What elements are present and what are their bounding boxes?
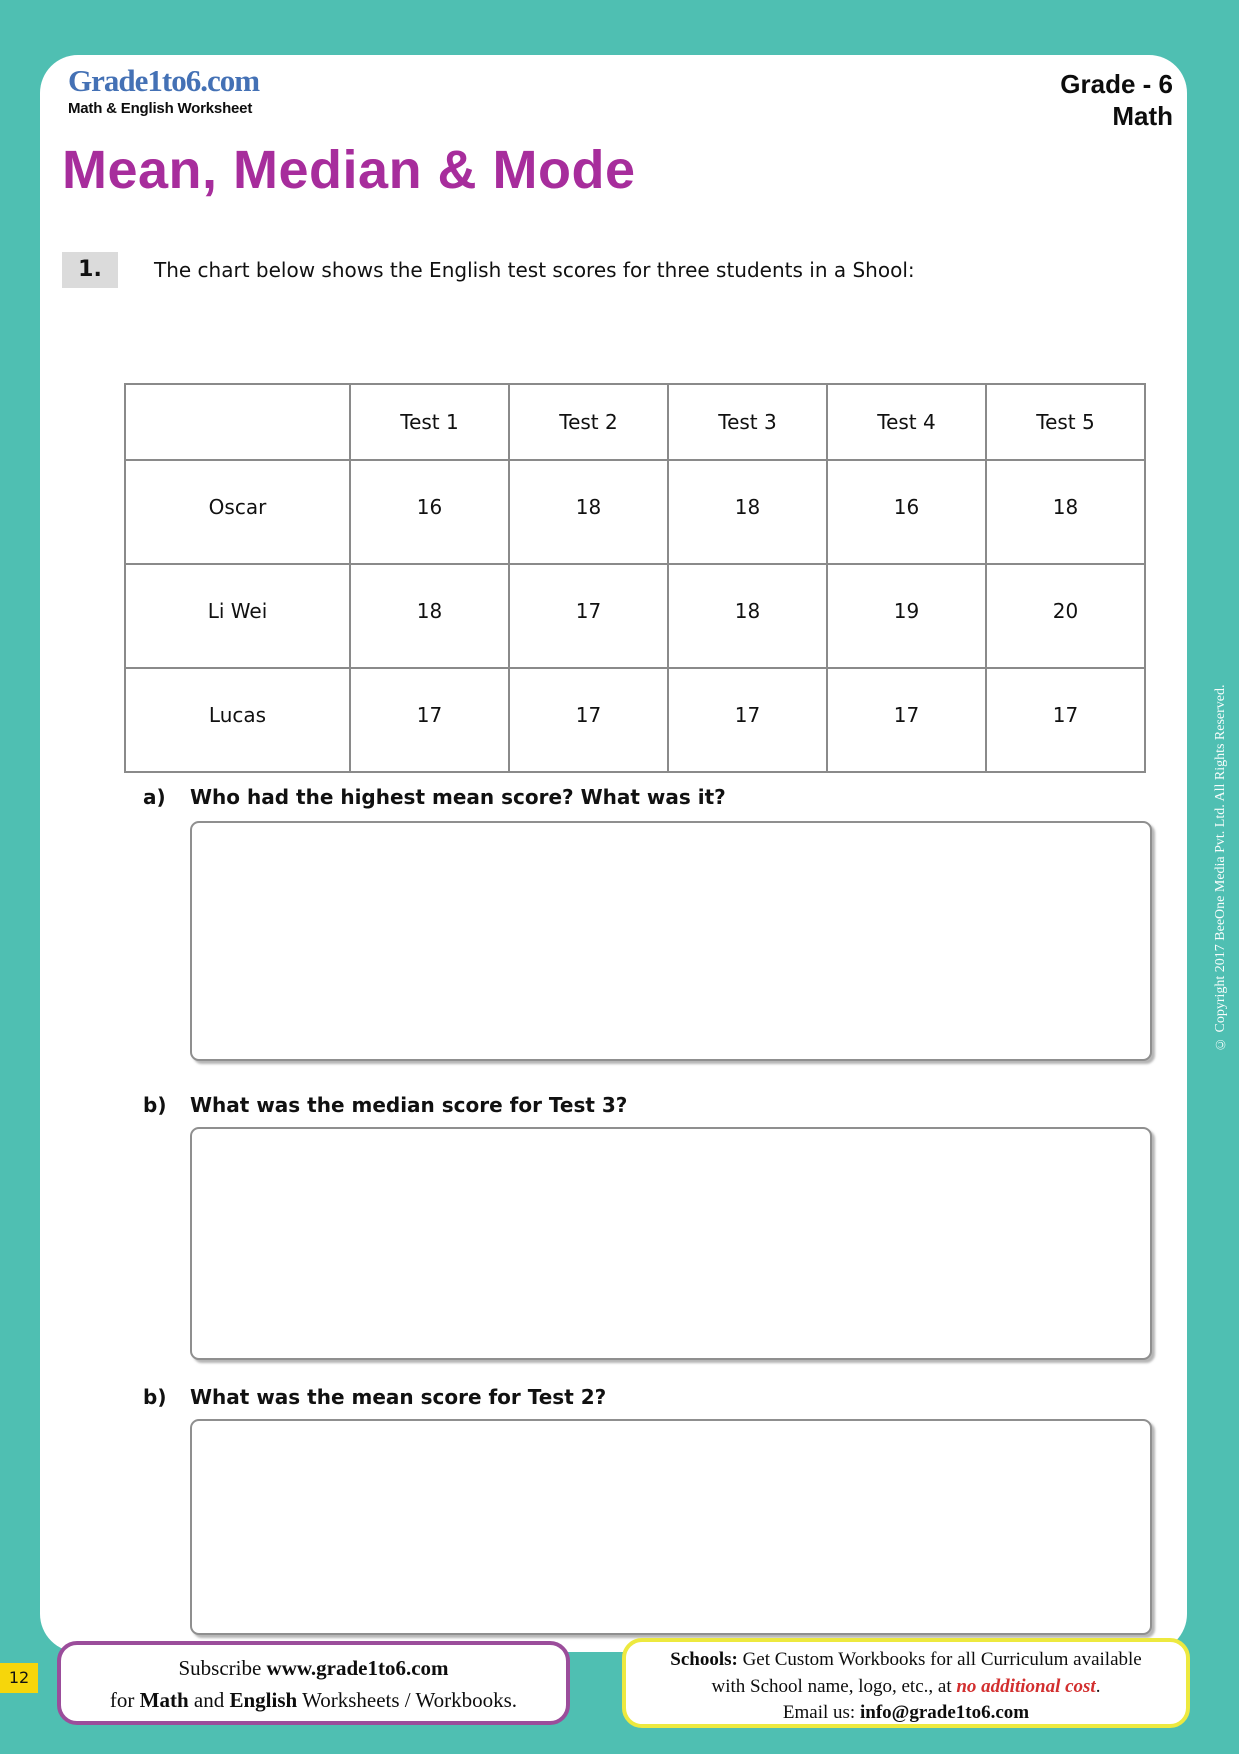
- score-table: [124, 383, 1146, 773]
- sub-question-text: What was the mean score for Test 2?: [190, 1385, 607, 1409]
- answer-box-a[interactable]: [190, 821, 1152, 1061]
- score-cell: 19: [827, 564, 986, 668]
- score-cell: 17: [350, 668, 509, 772]
- subscribe-text: Subscribe: [178, 1656, 267, 1680]
- student-name-cell: Li Wei: [125, 564, 350, 668]
- score-cell: 17: [509, 564, 668, 668]
- grade-block: [1060, 69, 1173, 132]
- header: [40, 55, 1187, 132]
- subject-label: Math: [1112, 100, 1173, 131]
- score-cell: 17: [986, 668, 1145, 772]
- grade-label: Grade - 6: [1060, 69, 1173, 99]
- sub-question-label: b): [143, 1093, 167, 1117]
- schools-line-2: [626, 1674, 1186, 1701]
- sub-question-b1: [143, 1093, 627, 1117]
- score-cell: 18: [668, 460, 827, 564]
- subscribe-line-2: [61, 1685, 566, 1717]
- subscribe-text: and: [188, 1687, 230, 1712]
- score-cell: 18: [350, 564, 509, 668]
- sub-question-text: What was the median score for Test 3?: [190, 1093, 628, 1117]
- question-text: The chart below shows the English test scores for three students in a Shool:: [154, 258, 915, 282]
- score-cell: 17: [827, 668, 986, 772]
- table-header-row: [125, 384, 1145, 460]
- question-1: [62, 252, 915, 288]
- contact-email-text: info@grade1to6.com: [859, 1702, 1030, 1724]
- logo-block: [68, 65, 259, 132]
- answer-box-b1[interactable]: [190, 1127, 1152, 1360]
- answer-box-b2[interactable]: [190, 1419, 1152, 1635]
- sub-question-text: Who had the highest mean score? What was it?: [190, 785, 726, 809]
- schools-text: .: [1095, 1675, 1101, 1697]
- score-cell: 20: [986, 564, 1145, 668]
- subscribe-banner: [57, 1641, 570, 1725]
- schools-line-1: [626, 1647, 1186, 1674]
- schools-word: Schools:: [670, 1649, 738, 1670]
- score-cell: 16: [827, 460, 986, 564]
- table-corner-cell: [125, 384, 350, 460]
- table-header-cell: Test 3: [668, 384, 827, 460]
- student-name-cell: Lucas: [125, 668, 350, 772]
- schools-banner: [622, 1638, 1190, 1728]
- subscribe-text: for: [109, 1687, 140, 1712]
- table-row: [125, 564, 1145, 668]
- page-title: Mean, Median & Mode: [62, 140, 636, 200]
- subscribe-text: Worksheets / Workbooks.: [297, 1687, 518, 1712]
- copyright-sidebar-text: © Copyright 2017 BeeOne Media Pvt. Ltd. All Rights Reserved.: [1213, 684, 1228, 1052]
- schools-text: Email us:: [782, 1702, 860, 1724]
- table-header-cell: Test 1: [350, 384, 509, 460]
- student-name-cell: Oscar: [125, 460, 350, 564]
- math-word: Math: [139, 1687, 189, 1712]
- sub-question-label: b): [143, 1385, 167, 1409]
- site-tagline: Math & English Worksheet: [68, 99, 253, 117]
- sub-question-a: [143, 785, 726, 809]
- score-cell: 18: [986, 460, 1145, 564]
- table-row: [125, 460, 1145, 564]
- no-additional-cost-text: no additional cost: [956, 1675, 1096, 1697]
- schools-line-3: [626, 1700, 1186, 1727]
- score-cell: 17: [509, 668, 668, 772]
- worksheet-card: [40, 55, 1187, 1652]
- table-header-cell: Test 4: [827, 384, 986, 460]
- schools-text: with School name, logo, etc., at: [711, 1675, 957, 1697]
- subscribe-line-1: [61, 1653, 566, 1685]
- table-header-cell: Test 2: [509, 384, 668, 460]
- question-number-badge: 1.: [62, 252, 118, 288]
- site-logo: Grade1to6.com: [68, 63, 260, 98]
- english-word: English: [229, 1687, 298, 1712]
- page-number-badge: 12: [0, 1663, 38, 1693]
- table-header-cell: Test 5: [986, 384, 1145, 460]
- score-cell: 18: [668, 564, 827, 668]
- schools-text: Get Custom Workbooks for all Curriculum available: [737, 1649, 1142, 1670]
- site-url-text: www.grade1to6.com: [266, 1656, 449, 1680]
- table-row: [125, 668, 1145, 772]
- sub-question-label: a): [143, 785, 166, 809]
- score-cell: 16: [350, 460, 509, 564]
- sub-question-b2: [143, 1385, 606, 1409]
- score-cell: 18: [509, 460, 668, 564]
- score-cell: 17: [668, 668, 827, 772]
